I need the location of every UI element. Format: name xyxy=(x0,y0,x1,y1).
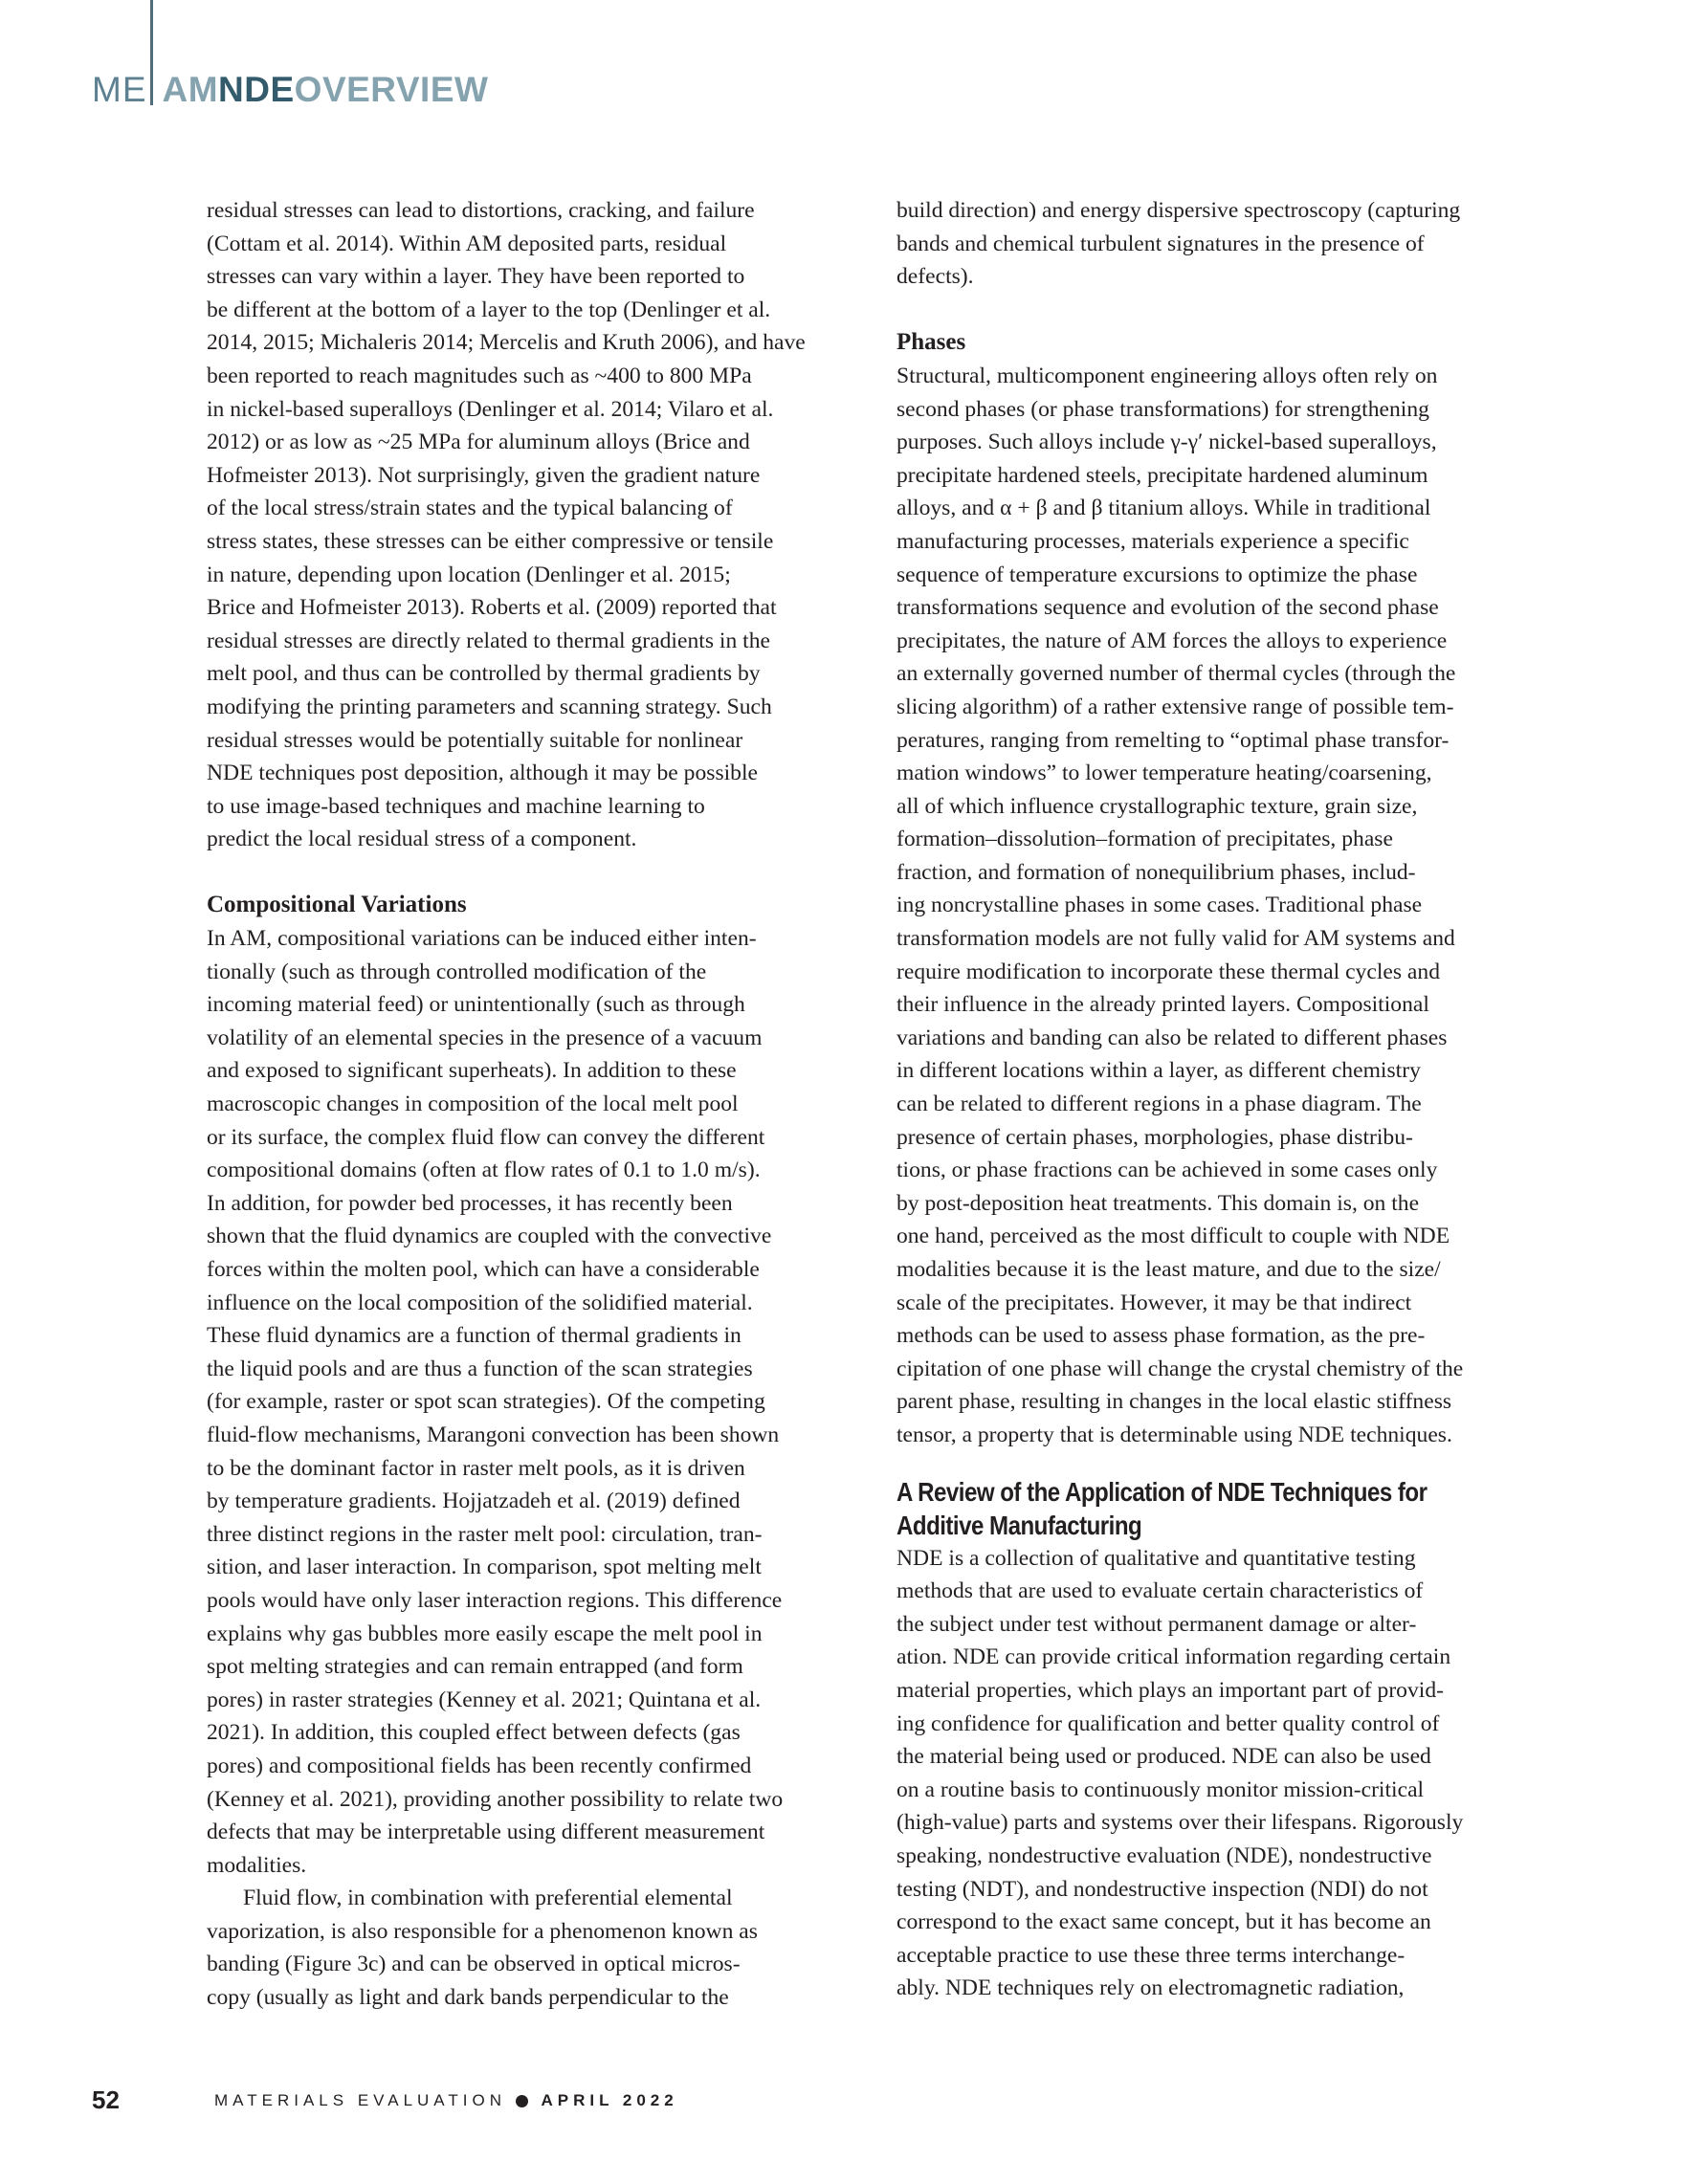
text-line: In addition, for powder bed processes, it has recently been xyxy=(207,1190,733,1216)
text-line: Hofmeister 2013). Not surprisingly, given the gradient nature xyxy=(207,462,761,488)
paragraph-gap xyxy=(896,1452,1557,1475)
heading-review-nde-am xyxy=(896,1475,1557,1542)
bullet-separator-icon xyxy=(516,2095,528,2107)
text-line: second phases (or phase transformations) for strengthening xyxy=(896,396,1429,422)
text-line: in different locations within a layer, as different chemistry xyxy=(896,1058,1421,1084)
text-line: fraction, and formation of nonequilibrium phases, includ- xyxy=(896,859,1416,885)
text-line: slicing algorithm) of a rather extensive range of possible tem- xyxy=(896,694,1454,719)
text-line: pores) and compositional fields has been recently confirmed xyxy=(207,1753,752,1778)
text-line: precipitate hardened steels, precipitate hardened aluminum xyxy=(896,462,1428,488)
text-line: ing noncrystalline phases in some cases. Traditional phase xyxy=(896,893,1423,918)
text-line: banding (Figure 3c) and can be observed in optical micros- xyxy=(207,1952,741,1977)
text-line: methods can be used to assess phase formation, as the pre- xyxy=(896,1323,1426,1349)
text-line: the liquid pools and are thus a function of the scan strategies xyxy=(207,1356,753,1381)
text-line: to use image-based techniques and machine learning to xyxy=(207,793,705,819)
text-line: fluid-flow mechanisms, Marangoni convection has been shown xyxy=(207,1422,780,1447)
text-line: stresses can vary within a layer. They have been reported to xyxy=(207,264,745,290)
text-line: sequence of temperature excursions to optimize the phase xyxy=(896,562,1418,587)
text-line: residual stresses can lead to distortions, cracking, and failure xyxy=(207,198,755,223)
text-line: copy (usually as light and dark bands perpendicular to the xyxy=(207,1985,729,2011)
text-line: modalities. xyxy=(207,1852,307,1878)
paragraph-gap xyxy=(896,294,1557,327)
footer-journal-line xyxy=(214,2091,678,2110)
text-line: (high-value) parts and systems over their lifespans. Rigorously xyxy=(896,1810,1464,1836)
text-line: presence of certain phases, morphologies, phase distribu- xyxy=(896,1124,1413,1150)
text-line: all of which influence crystallographic texture, grain size, xyxy=(896,793,1418,819)
text-line: require modification to incorporate these thermal cycles and xyxy=(896,959,1440,984)
section-heading-line: Additive Manufacturing xyxy=(896,1510,1142,1540)
text-line: residual stresses would be potentially suitable for nonlinear xyxy=(207,727,743,753)
text-line: 2012) or as low as ~25 MPa for aluminum alloys (Brice and xyxy=(207,430,750,455)
text-line: been reported to reach magnitudes such as ~400 to 800 MPa xyxy=(207,363,752,388)
header-title-am: AM xyxy=(162,70,219,109)
text-line: to be the dominant factor in raster melt pools, as it is driven xyxy=(207,1455,745,1481)
heading-phases: Phases xyxy=(896,329,966,356)
text-line: tions, or phase fractions can be achieved in some cases only xyxy=(896,1158,1438,1183)
text-line: tionally (such as through controlled modification of the xyxy=(207,959,707,984)
text-line: (Cottam et al. 2014). Within AM deposited parts, residual xyxy=(207,231,727,256)
text-line: purposes. Such alloys include γ-γ′ nickel-based superalloys, xyxy=(896,430,1437,455)
text-line: an externally governed number of thermal cycles (through the xyxy=(896,661,1456,687)
text-line: Structural, multicomponent engineering alloys often rely on xyxy=(896,363,1438,388)
text-line: tensor, a property that is determinable using NDE techniques. xyxy=(896,1422,1452,1447)
text-line: spot melting strategies and can remain entrapped (and form xyxy=(207,1654,743,1680)
text-line: (Kenney et al. 2021), providing another possibility to relate two xyxy=(207,1786,784,1812)
section-heading-line: A Review of the Application of NDE Techniques for xyxy=(896,1476,1427,1507)
text-line: ation. NDE can provide critical information regarding certain xyxy=(896,1644,1451,1670)
heading-compositional-variations: Compositional Variations xyxy=(207,892,467,918)
text-line: in nature, depending upon location (Denlinger et al. 2015; xyxy=(207,562,731,587)
text-line: pores) in raster strategies (Kenney et al. 2021; Quintana et al. xyxy=(207,1687,762,1712)
text-line: defects that may be interpretable using different measurement xyxy=(207,1820,765,1845)
paragraph-gap xyxy=(207,856,867,890)
text-line: speaking, nondestructive evaluation (NDE), nondestructive xyxy=(896,1842,1432,1868)
text-line: material properties, which plays an important part of provid- xyxy=(896,1677,1444,1703)
text-line: their influence in the already printed layers. Compositional xyxy=(896,992,1429,1018)
text-line: scale of the precipitates. However, it may be that indirect xyxy=(896,1290,1412,1315)
text-line: bands and chemical turbulent signatures in the presence of xyxy=(896,231,1425,256)
text-line: acceptable practice to use these three terms interchange- xyxy=(896,1942,1405,1968)
text-line: Fluid flow, in combination with preferential elemental xyxy=(243,1886,733,1911)
paragraph-nde-definition xyxy=(896,1542,1557,2005)
text-line: incoming material feed) or unintentionally (such as through xyxy=(207,992,745,1018)
header-title-nde: NDE xyxy=(218,70,295,109)
text-line: volatility of an elemental species in the presence of a vacuum xyxy=(207,1025,763,1050)
text-line: in nickel-based superalloys (Denlinger et al. 2014; Vilaro et al. xyxy=(207,396,774,422)
page-number: 52 xyxy=(92,2085,120,2114)
text-line: on a routine basis to continuously monitor mission-critical xyxy=(896,1776,1425,1802)
text-line: by temperature gradients. Hojjatzadeh et al. (2019) defined xyxy=(207,1489,741,1514)
text-line: the material being used or produced. NDE can also be used xyxy=(896,1744,1431,1770)
text-line: transformations sequence and evolution of the second phase xyxy=(896,595,1439,621)
text-line: be different at the bottom of a layer to the top (Denlinger et al. xyxy=(207,297,771,322)
text-line: by post-deposition heat treatments. This domain is, on the xyxy=(896,1190,1420,1216)
text-line: peratures, ranging from remelting to “optimal phase transfor- xyxy=(896,727,1450,753)
text-line: defects). xyxy=(896,264,974,290)
text-line: In AM, compositional variations can be induced either inten- xyxy=(207,926,757,952)
text-line: NDE techniques post deposition, although it may be possible xyxy=(207,761,759,786)
text-line: modifying the printing parameters and scanning strategy. Such xyxy=(207,694,772,719)
text-line: manufacturing processes, materials experience a specific xyxy=(896,528,1409,554)
text-line: forces within the molten pool, which can have a considerable xyxy=(207,1257,760,1282)
paragraph-residual-stress xyxy=(207,194,867,856)
text-line: Brice and Hofmeister 2013). Roberts et al. (2009) reported that xyxy=(207,595,777,621)
text-line: These fluid dynamics are a function of thermal gradients in xyxy=(207,1323,741,1349)
text-line: macroscopic changes in composition of the local melt pool xyxy=(207,1092,739,1117)
text-line: can be related to different regions in a phase diagram. The xyxy=(896,1092,1422,1117)
text-line: transformation models are not fully valid for AM systems and xyxy=(896,926,1455,952)
paragraph-phases xyxy=(896,360,1557,1452)
text-line: shown that the fluid dynamics are coupled with the convective xyxy=(207,1224,772,1249)
paragraph-fluid-flow xyxy=(207,1882,867,2014)
text-line: (for example, raster or spot scan strategies). Of the competing xyxy=(207,1389,765,1415)
text-line: modalities because it is the least mature, and due to the size/ xyxy=(896,1257,1441,1282)
text-line: of the local stress/strain states and the typical balancing of xyxy=(207,496,733,521)
text-line: cipitation of one phase will change the crystal chemistry of the xyxy=(896,1356,1464,1381)
text-line: 2021). In addition, this coupled effect between defects (gas xyxy=(207,1720,741,1746)
text-line: parent phase, resulting in changes in the local elastic stiffness xyxy=(896,1389,1452,1415)
text-line: formation–dissolution–formation of precipitates, phase xyxy=(896,827,1393,852)
text-line: stress states, these stresses can be either compressive or tensile xyxy=(207,528,774,554)
text-line: build direction) and energy dispersive spectroscopy (capturing xyxy=(896,198,1461,223)
text-line: one hand, perceived as the most difficult to couple with NDE xyxy=(896,1224,1450,1249)
journal-name: MATERIALS EVALUATION xyxy=(214,2091,506,2109)
text-line: three distinct regions in the raster melt pool: circulation, tran- xyxy=(207,1521,763,1547)
header-title-overview: OVERVIEW xyxy=(294,70,489,109)
left-column xyxy=(207,194,867,2015)
text-line: alloys, and α + β and β titanium alloys. While in traditional xyxy=(896,496,1431,521)
text-line: NDE is a collection of qualitative and quantitative testing xyxy=(896,1545,1416,1571)
text-line: the subject under test without permanent damage or alter- xyxy=(896,1611,1417,1637)
text-line: precipitates, the nature of AM forces the alloys to experience xyxy=(896,628,1448,653)
text-line: pools would have only laser interaction regions. This difference xyxy=(207,1587,783,1613)
text-line: residual stresses are directly related to thermal gradients in the xyxy=(207,628,770,653)
text-line: variations and banding can also be related to different phases xyxy=(896,1025,1448,1050)
text-line: ably. NDE techniques rely on electromagnetic radiation, xyxy=(896,1975,1405,2001)
text-line: compositional domains (often at flow rates of 0.1 to 1.0 m/s). xyxy=(207,1158,761,1183)
running-header xyxy=(92,69,488,111)
text-line: explains why gas bubbles more easily escape the melt pool in xyxy=(207,1621,763,1646)
text-line: correspond to the exact same concept, but it has become an xyxy=(896,1909,1431,1935)
text-line: methods that are used to evaluate certain characteristics of xyxy=(896,1578,1424,1604)
paragraph-banding-continued xyxy=(896,194,1557,294)
text-line: mation windows” to lower temperature heating/coarsening, xyxy=(896,761,1432,786)
text-line: influence on the local composition of the solidified material. xyxy=(207,1290,753,1315)
paragraph-compositional xyxy=(207,922,867,1882)
text-line: predict the local residual stress of a component. xyxy=(207,827,637,852)
text-line: testing (NDT), and nondestructive inspection (NDI) do not xyxy=(896,1876,1428,1902)
text-line: melt pool, and thus can be controlled by thermal gradients by xyxy=(207,661,761,687)
issue-date: APRIL 2022 xyxy=(541,2091,678,2109)
text-line: 2014, 2015; Michaleris 2014; Mercelis and Kruth 2006), and have xyxy=(207,330,806,356)
text-line: vaporization, is also responsible for a phenomenon known as xyxy=(207,1918,758,1944)
right-column xyxy=(896,194,1557,2005)
text-line: and exposed to significant superheats). In addition to these xyxy=(207,1058,737,1084)
text-line: ing confidence for qualification and better quality control of xyxy=(896,1710,1440,1736)
text-line: sition, and laser interaction. In comparison, spot melting melt xyxy=(207,1555,762,1580)
header-section-label: ME xyxy=(92,70,147,109)
text-line: or its surface, the complex fluid flow can convey the different xyxy=(207,1124,765,1150)
